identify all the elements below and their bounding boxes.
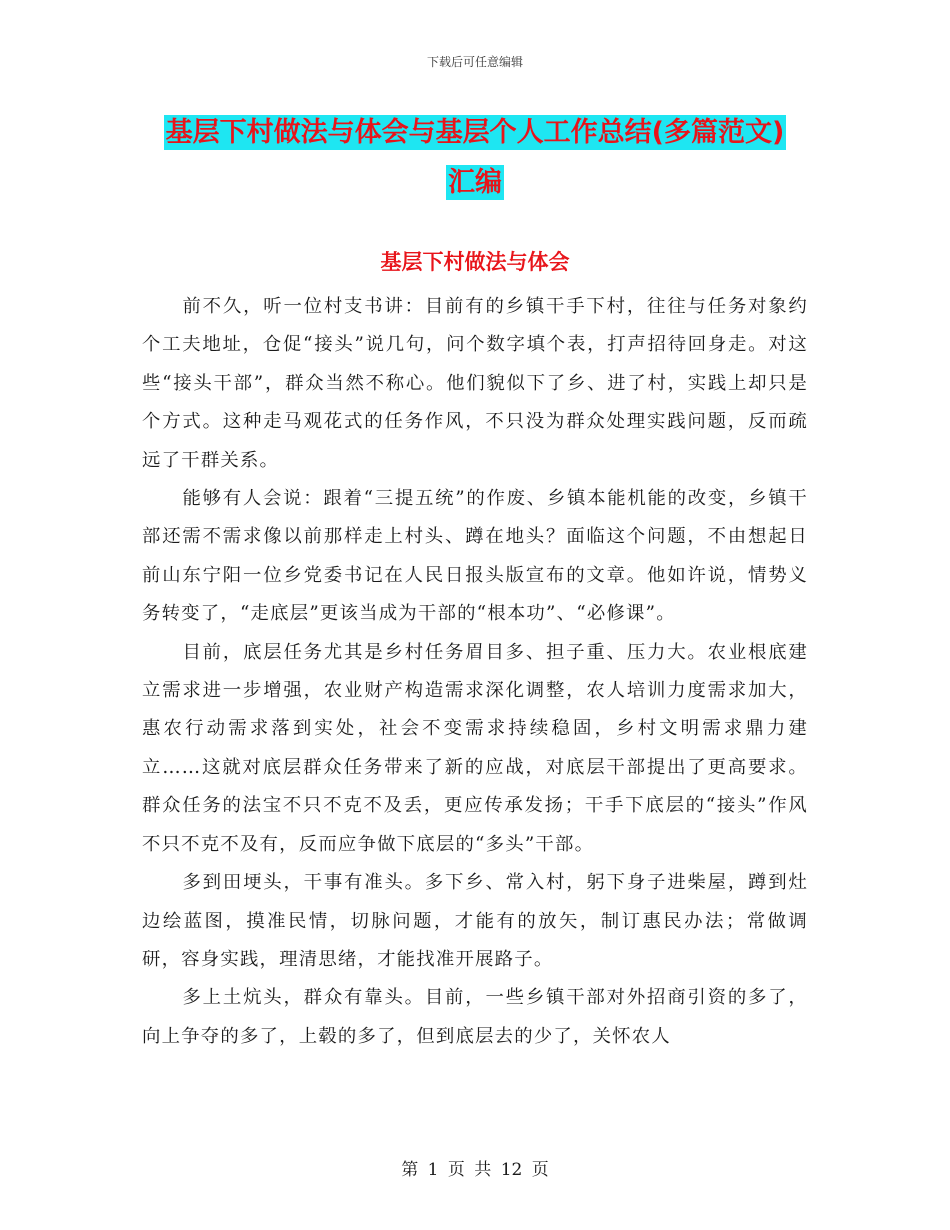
paragraph: 目前，底层任务尤其是乡村任务眉目多、担子重、压力大。农业根底建立需求进一步增强，农业财产构造需求深化调整，农人培训力度需求加大，惠农行动需求落到实处，社会不变需求持续稳固，乡村文明需求鼎力建立……这就对底层群众任务带来了新的应战，对底层干部提出了更高要求。群众任务的法宝不只不克不及丢，更应传承发扬；干手下底层的“接头”作风不只不克不及有，反而应争做下底层的“多头”干部。 (142, 641, 808, 855)
paragraph: 前不久，听一位村支书讲：目前有的乡镇干手下村，往往与任务对象约个工夫地址，仓促“接头”说几句，问个数字填个表，打声招待回身走。对这些“接头干部”，群众当然不称心。他们貌似下了乡、进了村，实践上却只是个方式。这种走马观花式的任务作风，不只没为群众处理实践问题，反而疏远了干群关系。 (142, 296, 808, 471)
paragraph: 能够有人会说：跟着“三提五统”的作废、乡镇本能机能的改变，乡镇干部还需不需求像以前那样走上村头、蹲在地头？面临这个问题，不由想起日前山东宁阳一位乡党委书记在人民日报头版宣布的文章。他如许说，情势义务转变了，“走底层”更该当成为干部的“根本功”、“必修课”。 (142, 488, 808, 625)
document-body (142, 288, 808, 1056)
paragraph: 多上土炕头，群众有靠头。目前，一些乡镇干部对外招商引资的多了，向上争夺的多了，上毂的多了，但到底层去的少了，关怀农人 (142, 987, 808, 1047)
header-note: 下载后可任意编辑 (426, 55, 523, 69)
document-title-line1: 基层下村做法与体会与基层个人工作总结(多篇范文) (165, 117, 785, 148)
document-title (120, 108, 830, 208)
section-title: 基层下村做法与体会 (380, 250, 570, 274)
paragraph: 多到田埂头，干事有准头。多下乡、常入村，躬下身子进柴屋，蹲到灶边绘蓝图，摸准民情，切脉问题，才能有的放矢，制订惠民办法；常做调研，容身实践，理清思绪，才能找准开展路子。 (142, 872, 808, 970)
page-number: 第 1 页 共 12 页 (401, 1160, 549, 1180)
document-title-line2: 汇编 (448, 167, 502, 198)
